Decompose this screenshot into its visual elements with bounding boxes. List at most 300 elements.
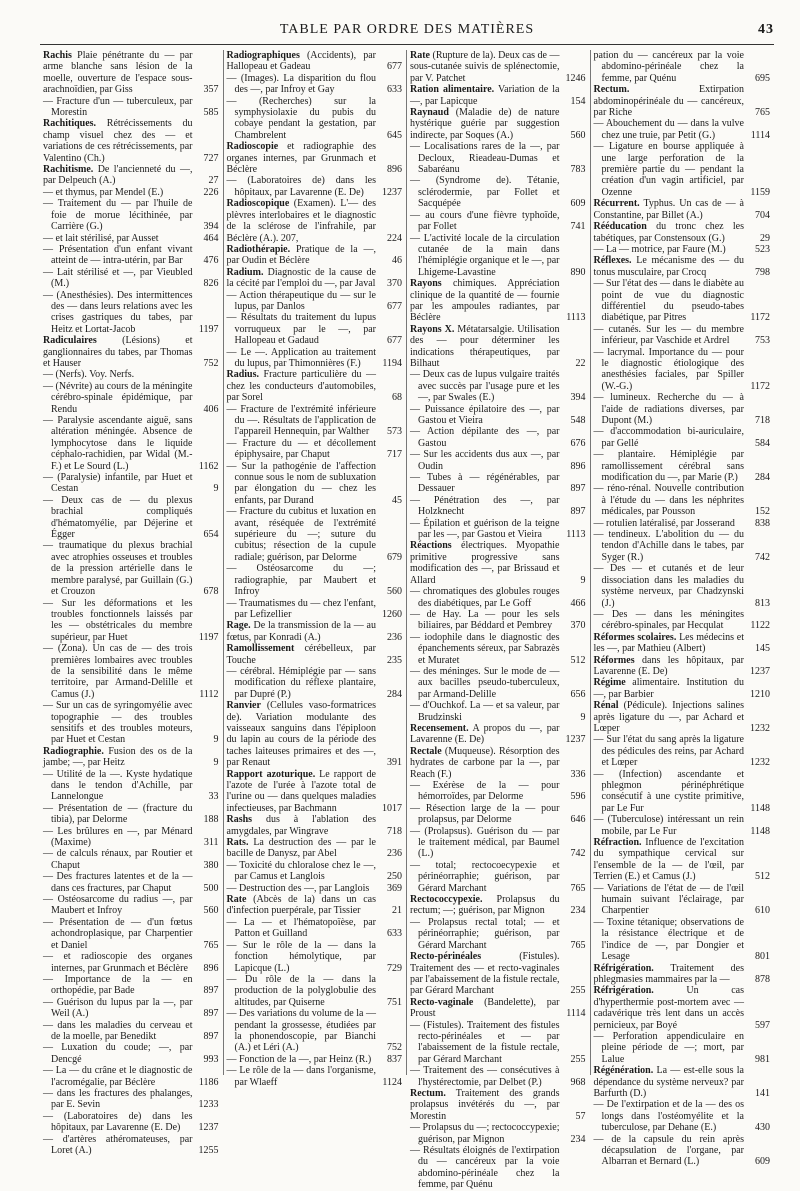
entry-heading: Réactions [410,540,452,552]
entry-text [410,278,560,324]
entry-text [43,1065,193,1088]
entry-page-number: 236 [387,848,402,860]
index-entry [594,563,771,609]
entry-body: — Des — et cutanés et de leur dissociation dans les maladies du système nerveux, par Chadzynski (J.) [593,563,744,609]
entry-page-number: 22 [575,357,586,369]
entry-text [594,655,745,678]
entry-page-number: 1017 [382,802,402,814]
entry-body: — Des fractures latentes et de la — dans ces fractures, par Chaput [43,871,193,894]
index-entry [43,1042,219,1065]
index-entry [227,267,403,290]
index-entry [410,1020,586,1066]
entry-text [410,233,560,279]
entry-text [43,96,193,119]
entry-text [227,141,377,175]
entry-text [410,917,560,951]
index-entry [410,666,586,700]
index-entry [594,50,771,84]
index-entry [410,175,586,209]
entry-body: — (Laboratoires de) dans les hôpitaux, par Lavarenne (E. De) [43,1110,193,1134]
index-entry [410,586,586,609]
entry-body: Traitement des grands prolapsus invétérés du —, par Morestin [410,1087,560,1122]
entry-body: — Utilité de la —. Kyste hydatique dans le tendon d'Achille, par Lannelongue [43,768,193,803]
entry-body: — (Fistules). Traitement des fistules recto-périnéales et — par l'abaissement de la fistule rectale, par Gérard Marchant [410,1019,560,1065]
entry-text [227,244,377,267]
entry-page-number: 234 [570,905,586,917]
entry-page-number: 560 [570,129,586,141]
entry-body: — et lait stérilisé, par Ausset [43,232,159,244]
entry-page-number: 560 [203,905,219,917]
entry-page-number: 610 [755,905,770,917]
entry-heading: Rachitisme. [43,164,94,176]
index-entry [227,290,403,313]
entry-page-number: 896 [387,164,402,176]
entry-body: Le mécanisme des — du tonus musculaire, par Crocq [593,255,744,278]
entry-text [594,518,745,529]
entry-body: alimentaire. Institution du —, par Barbier [593,677,744,700]
entry-text [227,700,377,768]
index-entry [410,50,586,84]
entry-text [43,951,193,974]
index-entry [410,1122,586,1145]
index-entry [410,803,586,826]
entry-body: — Sur le rôle de la — dans la fonction hémolytique, par Lapicque (L.) [226,939,376,974]
index-entry [43,290,219,336]
entry-body: — lacrymal. Importance du — pour le diagnostic étiologique des anesthésies faciales, par Spiller (W.-G.) [593,346,744,392]
entry-body: A propos du —, par Lavarenne (E. De) [410,722,560,746]
entry-text [410,1065,560,1088]
entry-page-number: 406 [203,403,219,415]
index-entry [410,951,586,997]
entry-body: Traitement des phlegmasies mammaires par la — [593,962,744,985]
entry-page-number: 1237 [382,186,402,198]
entry-page-number: 656 [570,688,586,700]
index-entry [594,426,771,449]
entry-body: — rotulien latéralisé, par Josserand [593,517,735,529]
entry-text [43,643,193,700]
entry-page-number: 584 [755,437,770,449]
index-entry [43,1065,219,1088]
index-entry [594,84,771,118]
entry-body: La — est-elle sous la dépendance du système nerveux? par Barfurth (D.) [593,1065,744,1099]
entry-text [43,769,193,803]
entry-text [594,917,745,963]
entry-heading: Rashs [226,814,253,826]
entry-page-number: 226 [203,186,219,198]
entry-body: — Les brûlures en —, par Ménard (Maxime) [43,825,193,849]
entry-body: — et thymus, par Mendel (E.) [43,186,164,198]
entry-page-number: 704 [755,209,770,221]
index-entry [410,449,586,472]
entry-text [227,438,377,461]
entry-page-number: 1172 [750,380,770,392]
entry-page-number: 838 [755,517,770,529]
page-number: 43 [758,22,774,37]
index-entry [227,198,403,244]
entry-body: — Prolapsus rectal total; — et périnéorraphie; guérison, par Gérard Marchant [410,916,560,951]
index-entry [594,917,771,963]
index-entry [227,894,403,917]
index-entry [227,244,403,267]
entry-body: — chromatiques des globules rouges des diabétiques, par Le Goff [410,586,560,609]
entry-heading: Radioscopique [226,198,290,210]
entry-body: Plaie pénétrante du — par arme blanche sans lésion de la moelle, ouverture de l'espace sous-arachnoïdien, par Giss [43,50,193,96]
index-entry [227,312,403,346]
index-entry [43,974,219,997]
index-entry [594,632,771,655]
entry-page-number: 729 [387,962,402,974]
index-entry [43,118,219,164]
entry-body: (Pédicule). Injections salines après ligature du —, par Achard et Lœper [593,700,744,734]
entry-page-number: 33 [208,791,219,803]
entry-heading: Ration alimentaire. [410,84,495,96]
index-entry [410,723,586,746]
entry-body: — Des — dans les méningites cérébro-spinales, par Hecqulat [593,608,744,632]
entry-text [227,404,377,438]
index-entry [594,347,771,393]
entry-text [43,50,193,96]
entry-text [594,837,745,883]
index-entry [227,883,403,894]
entry-heading: Régime [593,677,626,689]
entry-heading: Réfraction. [593,837,642,849]
entry-body: — Tubes à — régénérables, par Dessauer [410,472,560,495]
entry-page-number: 742 [570,848,586,860]
entry-text [594,426,745,449]
index-entry [43,233,219,244]
entry-page-number: 1197 [198,323,219,335]
index-entry [410,540,586,586]
entry-body: — et radioscopie des organes internes, par Grunmach et Béclère [43,951,193,974]
entry-body: — Luxation du coude; —, par Dencgé [43,1042,193,1065]
index-entry [594,769,771,815]
entry-text [227,666,377,700]
entry-text [410,1088,560,1122]
entry-text [227,506,377,563]
index-entry [594,529,771,563]
entry-text [43,335,193,369]
entry-body: — iodophile dans le diagnostic des épanchements séreux, par Sabrazès et Muratet [410,631,560,666]
entry-page-number: 783 [570,164,586,176]
entry-body: — L'activité locale de la circulation cutanée de la main dans l'hémiplégie organique et le —, par Lhigeme-Lavastine [410,232,560,278]
entry-page-number: 677 [387,61,402,73]
index-entry [410,997,586,1020]
entry-body: — (Zona). Un cas de — des trois premières lombaires avec troubles de la sensibilité dans le même territoire, par Armand-Delille et Camus (J.) [43,643,193,700]
entry-text [410,586,560,609]
entry-page-number: 1159 [750,186,770,198]
index-entry [594,837,771,883]
entry-body: (Lésions) et ganglionnaires du tabes, par Thomas et Hauser [43,335,193,369]
entry-heading: Rénal [593,700,619,712]
entry-heading: Radioscopie [226,141,279,153]
index-entry [43,1134,219,1157]
entry-text [410,1145,560,1191]
entry-page-number: 654 [203,529,219,541]
entry-body: — Sur l'état des — dans le diabète au point de vue du diagnostic différentiel du pseudo-tabes diabétique, par Pitres [593,278,744,324]
entry-body: — Action thérapeutique du — sur le lupus, par Danlos [226,289,376,312]
index-entry [227,1065,403,1088]
entry-text [43,472,193,495]
entry-text [410,540,560,586]
index-entry [410,700,586,723]
entry-body: — (Infection) ascendante et phlegmon périnéphrétique consécutif à une cystite primitive, par Le Fur [593,768,744,814]
entry-page-number: 188 [203,814,219,826]
index-entry [43,50,219,96]
entry-text [227,974,377,1008]
index-column-4 [591,50,775,1168]
entry-body: — (Névrite) au cours de la méningite cérébro-spinale épidémique, par Rendu [43,380,193,415]
entry-page-number: 1237 [565,734,586,746]
entry-body: — (Images). La disparition du flou des —, par Infroy et Gay [226,72,376,96]
index-entry [43,951,219,974]
entry-text [410,141,560,175]
entry-text [594,1031,745,1065]
entry-page-number: 1172 [750,312,770,324]
index-entry [594,734,771,768]
entry-heading: Rage. [226,620,251,632]
entry-body: Rétrécissements du champ visuel chez des — et variations de ces rétrécissements, par Valentino (Ch.) [43,118,193,164]
index-entry [227,404,403,438]
index-entry [410,369,586,403]
index-entry [43,871,219,894]
entry-page-number: 1232 [750,757,770,769]
entry-heading: Rectococcypexie. [410,894,483,906]
entry-page-number: 765 [570,882,586,894]
index-entry [410,278,586,324]
entry-page-number: 1232 [750,722,770,734]
entry-page-number: 633 [387,928,402,940]
index-entry [594,677,771,700]
entry-heading: Radius. [226,369,260,381]
index-entry [227,506,403,563]
entry-text [227,369,377,403]
entry-page-number: 742 [755,551,770,563]
header-rule [40,44,774,45]
index-entry [43,746,219,769]
entry-page-number: 752 [387,1042,402,1054]
entry-page-number: 141 [755,1087,770,1099]
entry-text [43,290,193,336]
index-entry [227,563,403,597]
entry-body: — Destruction des —, par Langlois [226,882,370,894]
entry-body: (Accidents), par Hallopeau et Gadeau [226,50,376,73]
entry-text [43,974,193,997]
entry-page-number: 645 [387,129,402,141]
entry-body: La destruction des — par le bacille de Danysz, par Abel [226,837,376,860]
entry-page-number: 718 [387,825,402,837]
entry-body: — Perforation appendiculaire en pleine période de —; mort, par Lalue [593,1030,744,1065]
entry-body: — Fracture d'un — tuberculeux, par Morestin [43,95,193,119]
entry-page-number: 370 [387,278,402,290]
index-entry [227,438,403,461]
entry-text [43,118,193,164]
entry-page-number: 1246 [565,72,586,84]
entry-text [227,814,377,837]
entry-body: — Fracture de l'extrémité inférieure du —. Résultats de l'application de l'appareil Hennequin, par Walther [226,403,376,438]
entry-body: (Muqueuse). Résorption des hydrates de carbone par la —, par Reach (F.) [410,745,560,780]
entry-body: (Abcès de la) dans un cas d'infection puerpérale, par Tissier [226,894,376,917]
entry-body: — (Nerfs). Voy. Nerfs. [43,369,135,381]
entry-page-number: 677 [387,300,402,312]
entry-text [43,826,193,849]
index-entry [227,1054,403,1065]
entry-page-number: 369 [387,882,402,894]
entry-page-number: 1233 [198,1099,219,1111]
index-entry [594,198,771,221]
entry-body: (Cellules vaso-formatrices de). Variation modulante des vaisseaux sanguins dans l'épiploon du lapin au cours de la période des taches laiteuses primaires et des —, par Renaut [226,700,376,769]
index-entry [227,974,403,1008]
entry-text [594,347,745,393]
index-entry [43,187,219,198]
entry-body: — d'artères athéromateuses, par Loret (A.) [43,1133,193,1156]
entry-body: — Fonction de la —, par Heinz (R.) [226,1053,372,1065]
index-entry [227,643,403,666]
index-entry [227,141,403,175]
entry-page-number: 813 [755,597,770,609]
index-entry [594,244,771,255]
entry-page-number: 9 [213,734,219,746]
entry-text [227,917,377,940]
entry-body: — (Recherches) sur la symphysiolaxie du pubis du cobaye pendant la gestation, par Chambrelent [226,95,376,141]
index-entry [227,347,403,370]
index-entry [43,1111,219,1134]
entry-page-number: 145 [755,643,770,655]
index-entry [227,940,403,974]
index-entry [594,255,771,278]
entry-body: Extirpation abdominopérinéale du — cancéreux, par Riche [593,84,744,119]
index-entry [594,1099,771,1133]
entry-page-number: 765 [570,939,586,951]
entry-text [410,518,560,541]
index-entry [594,483,771,517]
entry-body: — Le rôle de la — dans l'organisme, par Wlaeff [226,1065,376,1088]
entry-text [227,347,377,370]
entry-heading: Raynaud [410,107,449,119]
entry-text [227,940,377,974]
entry-page-number: 235 [387,654,402,666]
index-entry [43,335,219,369]
entry-text [227,175,377,198]
index-entry [410,495,586,518]
entry-body: — Toxicité du chloralose chez le —, par Camus et Langlois [226,859,376,883]
entry-body: — total; rectocoecypexie et périnéorraphie; guérison, par Gérard Marchant [410,859,560,894]
entry-body: — de calculs rénaux, par Routier et Chaput [43,848,193,871]
entry-text [410,860,560,894]
entry-page-number: 1237 [198,1122,219,1134]
index-entry [43,164,219,187]
entry-page-number: 21 [392,905,402,917]
entry-text [43,540,193,597]
entry-body: Diagnostic de la cause de la cécité par l'emploi du —, par Javal [226,266,376,290]
entry-page-number: 896 [203,962,219,974]
entry-body: — Abouchement du — dans la vulve chez une truie, par Petit (G.) [593,118,744,141]
index-entry [43,894,219,917]
entry-body: — plantaire. Hémiplégie par ramollissement cérébral sans modification du —, par Marie (P.) [593,449,744,484]
entry-page-number: 753 [755,335,770,347]
entry-heading: Radiographiques [226,50,300,61]
entry-text [43,894,193,917]
entry-text [594,563,745,609]
entry-text [43,198,193,232]
index-entry [410,1088,586,1122]
entry-heading: Rectum. [410,1087,446,1099]
entry-page-number: 751 [387,996,402,1008]
index-entry [410,518,586,541]
entry-heading: Ramollissement [226,643,295,655]
entry-body: — Ostéosarcome du radius —, par Maubert et Infroy [43,894,193,917]
index-column-2 [224,50,408,1088]
index-entry [43,267,219,290]
index-entry [227,369,403,403]
entry-text [594,769,745,815]
index-entry [410,826,586,860]
entry-page-number: 45 [392,494,402,506]
entry-text [594,84,745,118]
entry-text [43,1134,193,1157]
entry-text [227,837,377,860]
index-entry [410,84,586,107]
entry-page-number: 336 [570,768,586,780]
entry-body: — Action dépilante des —, par Gastou [410,426,560,449]
entry-body: — (Tuberculose) intéressant un rein mobile, par Le Fur [593,814,744,837]
entry-page-number: 890 [570,266,586,278]
entry-page-number: 897 [570,483,586,495]
index-entry [43,381,219,415]
entry-body: Fracture particulière du — chez les conducteurs d'automobiles, par Sorel [226,369,376,404]
entry-page-number: 255 [570,1053,586,1065]
entry-body: — Lait stérilisé et —, par Vieubled (M.) [43,266,193,290]
entry-body: — dans les fractures des phalanges, par E. Sevin [43,1087,193,1111]
index-entry [594,963,771,986]
entry-body: — d'accommodation bi-auriculaire, par Gellé [593,426,744,449]
index-entry [227,814,403,837]
entry-body: De la transmission de la — au fœtus, par Konradi (A.) [226,620,376,643]
entry-text [410,609,560,632]
entry-page-number: 798 [755,266,770,278]
entry-page-number: 897 [203,985,219,997]
entry-page-number: 9 [580,574,586,586]
entry-text [43,164,193,187]
entry-text [410,210,560,233]
entry-body: — Présentation d'un enfant vivant atteint de — intra-utérin, par Bar [43,243,193,267]
entry-page-number: 765 [203,939,219,951]
entry-heading: Réfrigération. [593,962,654,974]
entry-text [594,221,745,244]
entry-page-number: 57 [575,1110,586,1122]
entry-body: — La — du crâne et le diagnostic de l'acromégalie, par Béclère [43,1065,193,1088]
entry-page-number: 609 [570,198,586,210]
entry-page-number: 897 [203,1030,219,1042]
entry-page-number: 476 [203,255,219,267]
running-title: TABLE PAR ORDRE DES MATIÈRES [279,22,535,37]
entry-body: — de Hay. La — pour les sels biliaires, par Béddard et Pembrey [410,608,560,632]
entry-text [227,50,377,73]
entry-body: — Ligature en bourse appliquée à une large perforation de la première partie du — pendant la création d'un vagin artificiel, par Ozenne [593,141,744,198]
entry-text [43,244,193,267]
entry-page-number: 1197 [198,631,219,643]
entry-body: — Ostéosarcome du —; radiographie, par Maubert et Infroy [226,563,376,598]
entry-body: — Traitement des — consécutives à l'hystérectomie, par Delbet (P.) [410,1065,560,1088]
entry-page-number: 9 [213,483,219,495]
entry-page-number: 1186 [198,1076,219,1088]
entry-body: — au cours d'une fièvre typhoïde, par Follet [410,209,560,233]
entry-body: Le rapport de l'azote de l'urée à l'azote total de l'urine ou — dans quelques maladies infectieuses, par Bachmann [226,768,376,814]
entry-text [410,107,560,141]
entry-page-number: 1113 [566,529,586,541]
entry-body: Variation de la —, par Lapicque [410,84,560,107]
entry-text [594,609,745,632]
index-entry [43,643,219,700]
